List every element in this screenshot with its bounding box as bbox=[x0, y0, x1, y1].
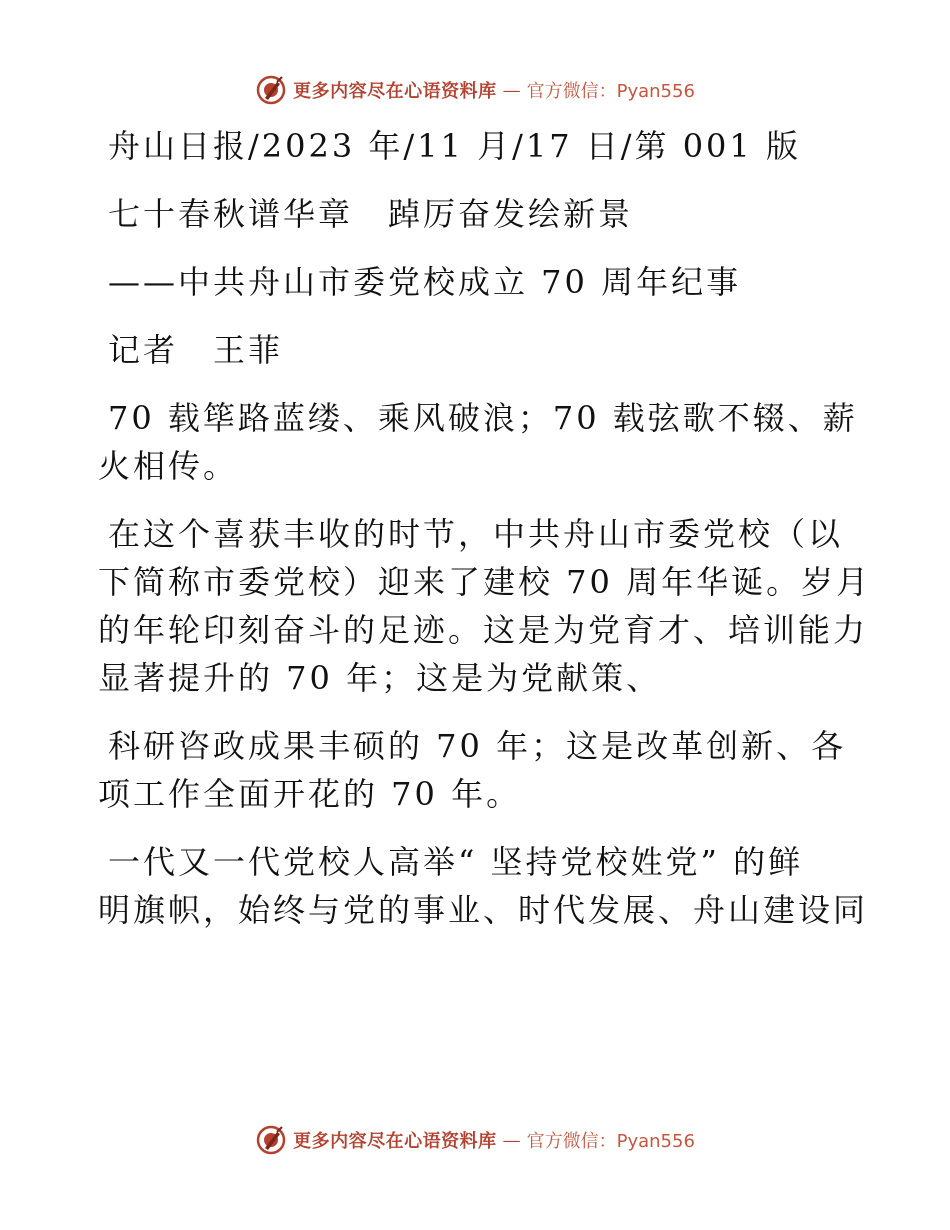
watermark-contact: 官方微信：Pyan556 bbox=[526, 81, 695, 102]
paragraph-line: 下简称市委党校）迎来了建校 70 周年华诞。岁月 bbox=[98, 563, 872, 601]
watermark-bottom bbox=[0, 1120, 950, 1160]
watermark-contact: 官方微信：Pyan556 bbox=[526, 1131, 695, 1152]
paragraph bbox=[98, 838, 869, 934]
article-title: 七十春秋谱华章 踔厉奋发绘新景 bbox=[108, 195, 634, 233]
watermark-top bbox=[0, 70, 950, 110]
watermark-text: 更多内容尽在心语资料库 bbox=[293, 1131, 497, 1152]
article-source: 舟山日报/2023 年/11 月/17 日/第 001 版 bbox=[108, 127, 801, 165]
paragraph bbox=[98, 722, 850, 818]
paragraph-line: 科研咨政成果丰硕的 70 年；这是改革创新、各 bbox=[108, 727, 847, 765]
paragraph bbox=[98, 510, 872, 702]
quill-seal-icon bbox=[255, 1124, 287, 1156]
paragraph-line: 项工作全面开花的 70 年。 bbox=[98, 775, 522, 813]
paragraph-line: 一代又一代党校人高举“ 坚持党校姓党” 的鲜 bbox=[108, 843, 804, 881]
watermark-separator: — bbox=[502, 79, 521, 101]
paragraph-line: 显著提升的 70 年；这是为党献策、 bbox=[98, 659, 662, 697]
paragraph-line: 火相传。 bbox=[98, 447, 239, 485]
paragraph-line: 明旗帜，始终与党的事业、时代发展、舟山建设同 bbox=[98, 891, 869, 929]
watermark-separator: — bbox=[502, 1129, 521, 1151]
paragraph-line: 70 载筚路蓝缕、乘风破浪；70 载弦歌不辍、薪 bbox=[108, 399, 858, 437]
paragraph-line: 的年轮印刻奋斗的足迹。这是为党育才、培训能力 bbox=[98, 611, 869, 649]
article-body bbox=[98, 122, 872, 954]
paragraph-line: 在这个喜获丰收的时节，中共舟山市委党校（以 bbox=[108, 515, 844, 553]
article-byline: 记者 王菲 bbox=[108, 331, 284, 369]
article-subtitle: ——中共舟山市委党校成立 70 周年纪事 bbox=[108, 263, 742, 301]
watermark-text: 更多内容尽在心语资料库 bbox=[293, 81, 497, 102]
paragraph bbox=[98, 394, 858, 490]
quill-seal-icon bbox=[255, 74, 287, 106]
